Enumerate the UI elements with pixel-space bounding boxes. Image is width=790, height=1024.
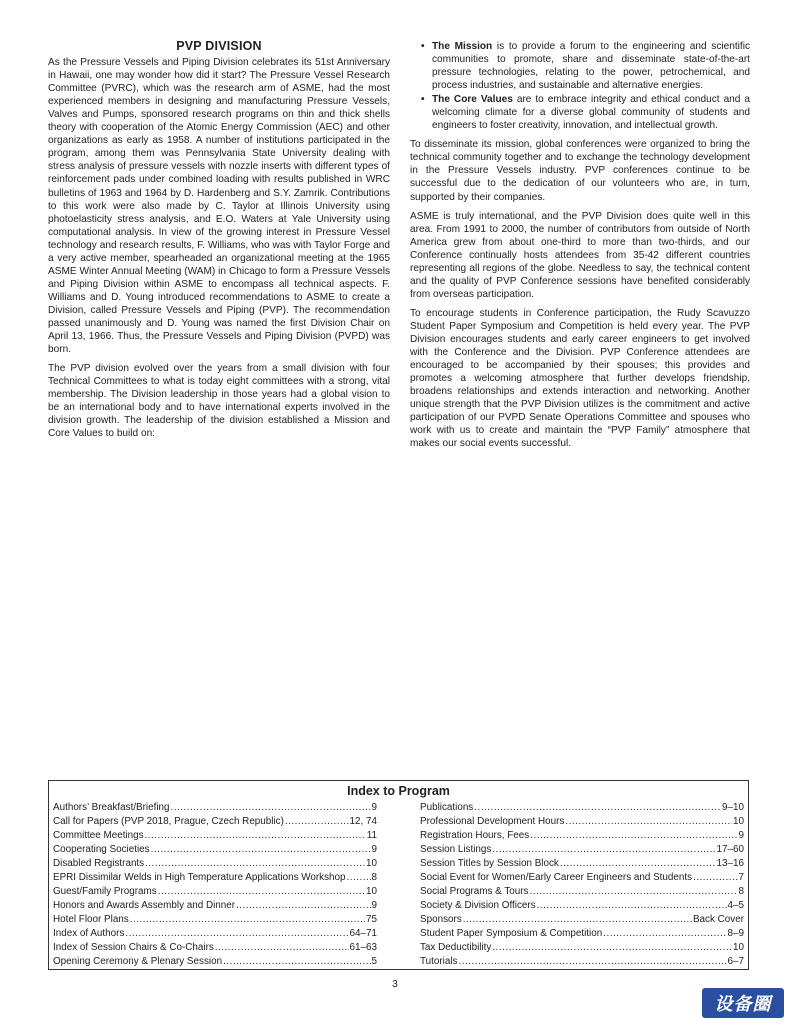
watermark-text: 设备圈 (714, 994, 772, 1015)
index-to-program (48, 780, 749, 970)
mission-values-list (410, 40, 750, 132)
article-title: PVP DIVISION (176, 39, 262, 53)
index-entry-label: Hotel Floor Plans (53, 914, 129, 925)
leader-dots (223, 955, 370, 969)
index-entry-page: 9 (371, 900, 377, 911)
index-entry (420, 885, 744, 899)
index-entry (53, 955, 377, 969)
watermark-logo (702, 988, 784, 1018)
leader-dots (474, 801, 721, 815)
leader-dots (171, 801, 371, 815)
index-entry (420, 941, 744, 955)
index-entry-page: 8 (371, 872, 377, 883)
index-entry-page: 9–10 (722, 802, 744, 813)
leader-dots (492, 843, 715, 857)
leader-dots (130, 913, 365, 927)
index-entry-label: Session Listings (420, 844, 492, 855)
index-entry-page: 64–71 (349, 928, 377, 939)
index-entry (53, 829, 377, 843)
index-entry (420, 899, 744, 913)
index-entry-page: 10 (733, 942, 744, 953)
index-entry-page: 9 (371, 802, 377, 813)
index-columns (53, 801, 744, 969)
leader-dots (145, 857, 365, 871)
index-entry (53, 941, 377, 955)
leader-dots (530, 829, 737, 843)
index-entry-label: EPRI Dissimilar Welds in High Temperature Applications Workshop (53, 872, 346, 883)
index-entry (420, 829, 744, 843)
index-entry-label: Opening Ceremony & Plenary Session (53, 956, 223, 967)
index-entry-label: Guest/Family Programs (53, 886, 157, 897)
bullet-text: are to embrace integrity and ethical conduct and a welcoming climate for a diverse global community of students and engineers to foster creativity, innovation, and intellectual growth. (432, 94, 750, 132)
article-right-column (410, 40, 750, 456)
index-right-column (420, 801, 744, 969)
index-entry-page: 61–63 (349, 942, 377, 953)
index-entry-page: 7 (738, 872, 744, 883)
leader-dots (693, 871, 737, 885)
index-entry (53, 815, 377, 829)
index-entry-page: 10 (366, 858, 377, 869)
index-entry (420, 857, 744, 871)
article-paragraph: ASME is truly international, and the PVP Division does quite well in this area. From 1991 to 2000, the number of contributors from outside of North America grew from about one-third to more than two-thirds, and our Conference continually hosts attendees from 35-42 different countries representing all regions of the globe. Needless to say, the technical content and the quality of PVP Conference sessions have benefited considerably from overseas participation. (410, 210, 750, 300)
index-entry (53, 885, 377, 899)
article-paragraph: The PVP division evolved over the years from a small division with four Technical Committees to what is today eight committees with a strong, vital membership. The Division leadership in those years had a global vision to be an international body and to have international experts involved in the division growth. The leadership of the division established a Mission and Core Values to build on: (48, 363, 390, 440)
index-entry (53, 913, 377, 927)
index-entry-page: 11 (366, 830, 377, 841)
index-entry-label: Tax Deductibility (420, 942, 492, 953)
index-entry-page: 8 (738, 886, 744, 897)
bullet-term: The Mission (432, 41, 493, 52)
index-title: Index to Program (347, 784, 450, 798)
index-entry-label: Disabled Registrants (53, 858, 145, 869)
index-entry-label: Student Paper Symposium & Competition (420, 928, 603, 939)
article-paragraph: As the Pressure Vessels and Piping Division celebrates its 51st Anniversary in Hawaii, one may wonder how did it start? The Pressure Vessel Research Committee (PVRC), which was the research arm of ASME, had the most experienced members in designing and manufacturing Pressure Vessels, Valves and Pumps, sponsored research programs on thin and thick shells theory with cooperation of the Atomic Energy Commission (AEC) and other organizations as early as 1958. A number of institutions participated in the program, among them was Pennsylvania State University dealing with stress analysis of pressure vessels with nozzle inserts with different types of reinforcement pads under combined loading with results published in WRC bulletins of 1963 and 1964 by D. Hardenberg and S.Y. Zamrik. Contributions to this work were also made by C. Taylor at Illinois University using photoelasticity stress analysis, and E.O. Waters at Yale University using computational analysis. In view of the growing interest in Pressure Vessel technology and research results, F. Williams, who was with Taylor Forge and a very active member, spearheaded an organizational meeting at the 1965 ASME Winter Annual Meeting (WAM) in Chicago to form a Pressure Vessels and Piping Division within ASME to encompass all technical aspects. F. Williams and D. Young introduced recommendations to ASME to create a Division, called Pressure Vessels and Piping (PVP). The recommendation passed unanimously and D. Young was named the first Division Chair on April 13, 1966. Thus, the Pressure Vessels and Piping Division (PVPD) was born. (48, 57, 390, 356)
index-entry (53, 927, 377, 941)
index-entry-label: Authors’ Breakfast/Briefing (53, 802, 170, 813)
index-entry-page: 5 (371, 956, 377, 967)
index-entry-label: Registration Hours, Fees (420, 830, 530, 841)
leader-dots (492, 941, 732, 955)
bullet-icon: • (421, 41, 425, 52)
index-entry-label: Sponsors (420, 914, 462, 925)
leader-dots (565, 815, 732, 829)
index-entry-label: Tutorials (420, 956, 458, 967)
index-entry-label: Cooperating Societies (53, 844, 150, 855)
leader-dots (560, 857, 716, 871)
index-entry (53, 871, 377, 885)
leader-dots (158, 885, 365, 899)
index-left-column (53, 801, 377, 969)
article-left-column (48, 40, 390, 446)
index-entry-page: 10 (366, 886, 377, 897)
index-entry-label: Publications (420, 802, 474, 813)
index-entry (420, 913, 744, 927)
index-entry (420, 871, 744, 885)
index-entry-page: 12, 74 (349, 816, 377, 827)
index-entry-label: Index of Authors (53, 928, 125, 939)
index-entry-page: 9 (371, 844, 377, 855)
index-entry-label: Society & Division Officers (420, 900, 536, 911)
index-entry-label: Committee Meetings (53, 830, 144, 841)
leader-dots (463, 913, 692, 927)
index-entry-label: Index of Session Chairs & Co-Chairs (53, 942, 214, 953)
index-entry-page: 4–5 (727, 900, 744, 911)
index-entry-page: 10 (733, 816, 744, 827)
leader-dots (145, 829, 366, 843)
index-entry (53, 899, 377, 913)
bullet-term: The Core Values (432, 94, 513, 106)
article-paragraph: To encourage students in Conference participation, the Rudy Scavuzzo Student Paper Symposium and Competition is held every year. The PVP Division encourages students and early career engineers to get involved with the Conference and the Division. PVP Conference attendees are encouraged to be accompanied by their spouses; this provides and promotes a welcoming atmosphere that further develops friendship, broadens relationships and extends interaction and networking. Another unique strength that the PVP Division utilizes is the commitment and active participation of our PVPD Senate Operations Committee and spouses who work with us to create and maintain the “PVP Family” atmosphere that makes our social events successful. (410, 307, 750, 450)
index-entry-label: Social Programs & Tours (420, 886, 529, 897)
index-entry (420, 955, 744, 969)
bullet-icon: • (421, 94, 425, 106)
leader-dots (236, 899, 370, 913)
bullet-text: is to provide a forum to the engineering and scientific communities to promote, share and disseminate state-of-the-art pressure technologies, relating to the power, petrochemical, and process industries, and sustainable and alternative energies. (432, 41, 750, 92)
index-entry-page: 13–16 (716, 858, 744, 869)
article-paragraph: To disseminate its mission, global conferences were organized to bring the technical community together and to exchange the technology development in the Pressure Vessels industry. PVP conferences continue to be successful due to the dedication of our volunteers who are, in turn, supported by their companies. (410, 139, 750, 203)
core-values-bullet (421, 93, 750, 132)
page-number: 3 (392, 979, 398, 990)
index-entry-label: Professional Development Hours (420, 816, 565, 827)
leader-dots (603, 927, 726, 941)
leader-dots (529, 885, 737, 899)
index-entry (420, 927, 744, 941)
index-entry (53, 843, 377, 857)
index-entry-page: 75 (366, 914, 377, 925)
leader-dots (125, 927, 348, 941)
index-entry (420, 815, 744, 829)
index-entry-page: Back Cover (692, 914, 744, 925)
index-entry-label: Social Event for Women/Early Career Engineers and Students (420, 872, 693, 883)
leader-dots (285, 815, 349, 829)
index-entry (53, 857, 377, 871)
index-entry-page: 17–60 (716, 844, 744, 855)
index-entry-label: Call for Papers (PVP 2018, Prague, Czech Republic) (53, 816, 284, 827)
leader-dots (151, 843, 371, 857)
index-entry (420, 843, 744, 857)
mission-bullet (421, 40, 750, 92)
index-entry-label: Session Titles by Session Block (420, 858, 559, 869)
index-entry (420, 801, 744, 815)
index-entry-page: 8–9 (727, 928, 744, 939)
leader-dots (459, 955, 727, 969)
leader-dots (347, 871, 371, 885)
index-entry-page: 9 (738, 830, 744, 841)
index-entry (53, 801, 377, 815)
leader-dots (537, 899, 727, 913)
leader-dots (215, 941, 349, 955)
index-entry-page: 6–7 (727, 956, 744, 967)
index-entry-label: Honors and Awards Assembly and Dinner (53, 900, 236, 911)
